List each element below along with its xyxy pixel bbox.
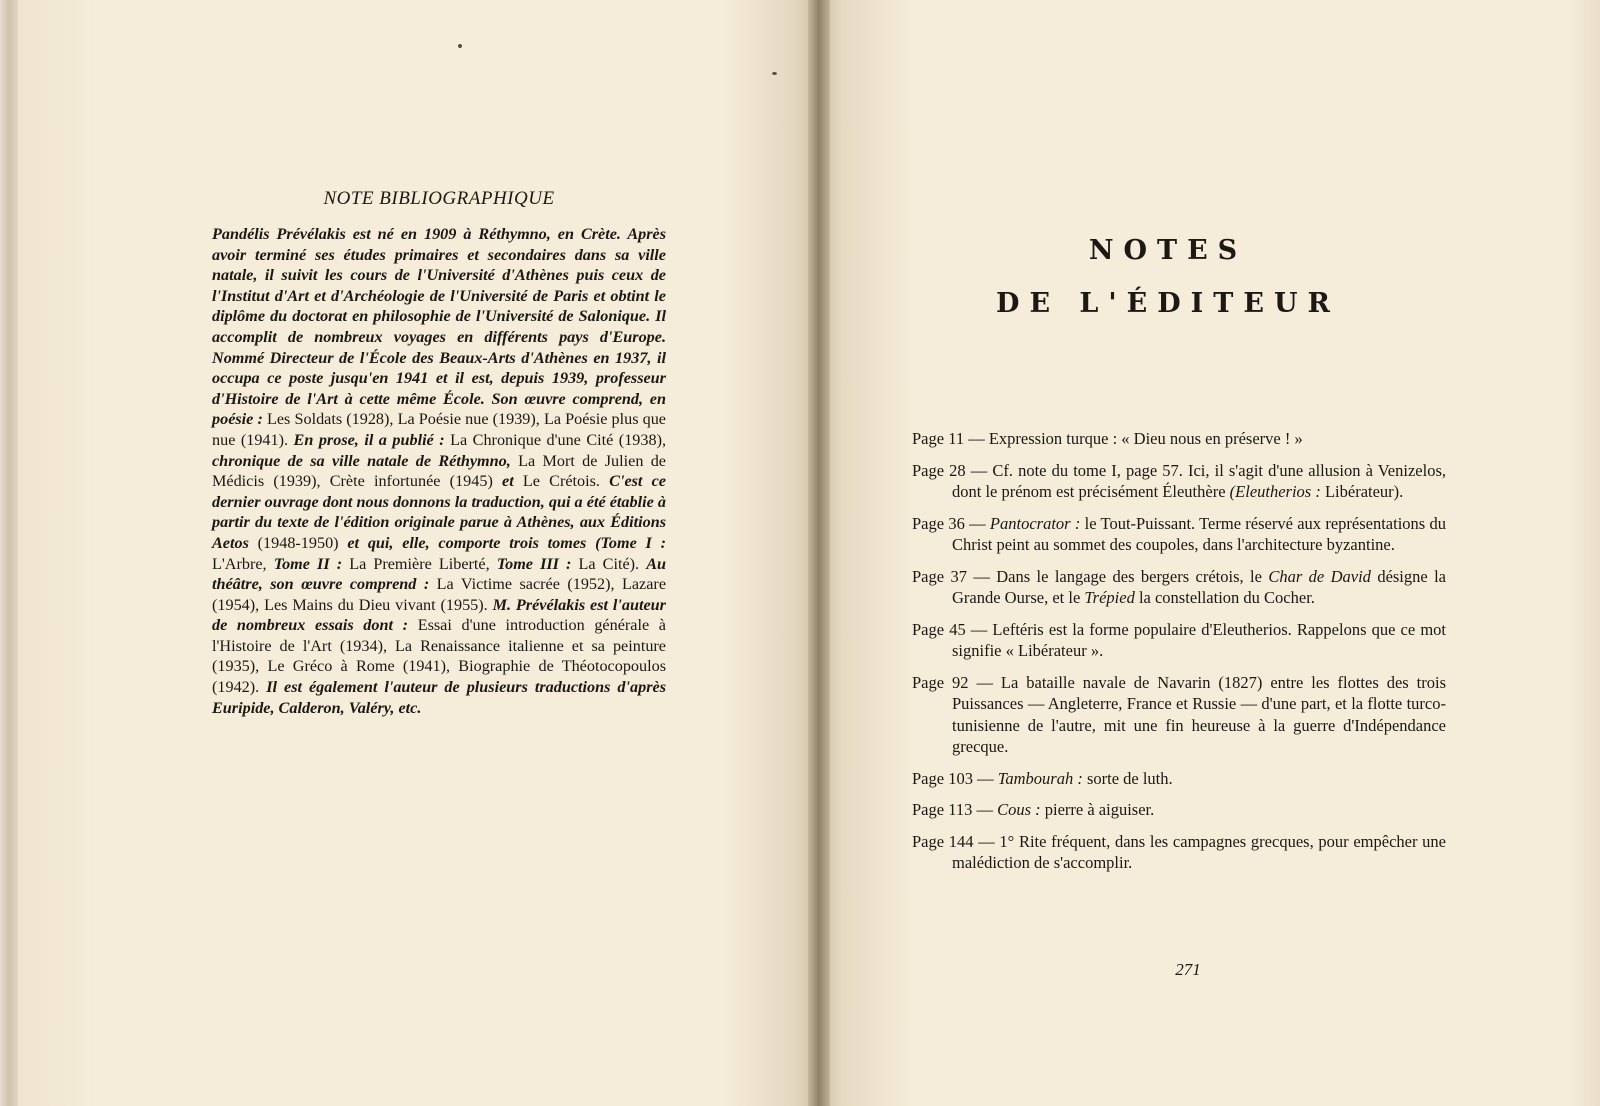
note-text-run: Tambourah : <box>997 768 1087 788</box>
note-page-reference: Page 45 — <box>912 619 993 639</box>
editor-note-item <box>912 831 1446 874</box>
bibliographic-text-run: La Chronique d'une Cité (1938), <box>450 430 667 449</box>
bibliographic-text-run: Tome II : <box>273 554 350 573</box>
note-page-reference: Page 92 — <box>912 672 1001 692</box>
note-text-run: désigne la Grande Ourse, et le <box>952 566 1447 607</box>
note-text-run: pierre à aiguiser. <box>1044 800 1155 819</box>
editor-note-item <box>912 768 1446 790</box>
bibliographic-text-run: La Victime sacrée (1952), Lazare (1954), Les Mains du Dieu vivant (1955). <box>212 575 667 614</box>
bibliographic-text-run: C'est ce dernier ouvrage dont nous donnons la traduction, qui a été établie à partir du texte de l'édition originale parue à Athènes, aux Éditions Aetos <box>212 472 666 552</box>
bibliographic-text-run: et <box>502 472 523 491</box>
note-text-run: Cf. note du tome I, page 57. Ici, il s'agit d'une allusion à Venizelos, dont le prénom est précisément Éleuthère <box>952 460 1446 501</box>
note-text-run: le Tout-Puissant. Terme réservé aux représentations du Christ peint au sommet des coupoles, dans l'architecture byzantine. <box>952 513 1446 554</box>
editor-note-item <box>912 428 1446 450</box>
note-text-run: Dans le langage des bergers crétois, le <box>996 566 1269 586</box>
bibliographic-note-title: NOTE BIBLIOGRAPHIQUE <box>323 188 555 209</box>
paper-speck <box>458 44 462 48</box>
note-text-run: Libérateur). <box>1324 482 1404 501</box>
bibliographic-text-run: Tome III : <box>496 554 579 573</box>
note-page-reference: Page 144 — <box>912 831 1000 851</box>
bibliographic-text-run: chronique de sa ville natale de Réthymno, <box>212 451 519 470</box>
book-gutter <box>808 0 830 1106</box>
note-page-reference: Page 28 — <box>912 460 993 480</box>
editor-note-item <box>912 619 1446 662</box>
bibliographic-text-run: Le Crétois. <box>522 472 610 491</box>
bibliographic-text-run: Les Soldats (1928), La Poésie nue (1939), La Poésie plus que nue (1941). <box>212 410 666 449</box>
bibliographic-note <box>212 188 666 718</box>
bibliographic-text-run: L'Arbre, <box>212 554 274 573</box>
editor-notes-heading-line1: NOTES <box>1088 235 1248 266</box>
editor-notes-heading-line2: DE L'ÉDITEUR <box>996 288 1340 319</box>
bibliographic-text-run: La Mort de Julien de Médicis (1939), Crète infortunée (1945) <box>212 451 666 491</box>
bibliographic-text-run: Il est également l'auteur de plusieurs traductions d'après Euripide, Calderon, Valéry, etc. <box>212 678 666 717</box>
editor-note-item <box>912 799 1446 821</box>
note-page-reference: Page 11 — <box>912 429 989 448</box>
bibliographic-text-run: Au théâtre, son œuvre comprend : <box>212 554 666 594</box>
note-page-reference: Page 37 — <box>912 566 997 586</box>
note-text-run: (Eleutherios : <box>1229 482 1325 501</box>
editor-note-item <box>912 513 1446 556</box>
note-page-reference: Page 103 — <box>912 768 998 788</box>
bibliographic-text-run: La Cité). <box>578 554 647 573</box>
bibliographic-text-run: et qui, elle, comporte trois tomes (Tome I : <box>347 533 667 552</box>
note-text-run: sorte de luth. <box>1086 768 1173 788</box>
note-text-run: Leftéris est la forme populaire d'Eleutherios. Rappelons que ce mot signifie « Libérateur ». <box>952 619 1446 660</box>
bibliographic-text-run: La Première Liberté, <box>349 554 497 573</box>
note-text-run: 1° Rite fréquent, dans les campagnes grecques, pour empêcher une malédiction de s'accomplir. <box>952 831 1446 872</box>
editor-notes-list <box>912 428 1446 884</box>
paper-speck <box>772 72 777 75</box>
bibliographic-text-run: M. Prévélakis est l'auteur de nombreux essais dont : <box>212 595 666 635</box>
bibliographic-text-run: En prose, il a publié : <box>293 430 451 449</box>
editor-note-item <box>912 672 1446 758</box>
note-text-run: La bataille navale de Navarin (1827) entre les flottes des trois Puissances — Angleterre, France et Russie — d'une part, et la flotte turco-tunisienne de l'autre, mit une fin heureuse à la guerre d'Indépendance grecque. <box>952 672 1446 756</box>
note-text-run: Char de David <box>1268 566 1378 586</box>
note-text-run: Cous : <box>997 800 1045 819</box>
page-number: 271 <box>1175 960 1201 979</box>
editor-note-item <box>912 460 1446 503</box>
editor-notes-heading <box>958 235 1378 319</box>
bibliographic-text-run: Pandélis Prévélakis est né en 1909 à Réthymno, en Crète. Après avoir terminé ses études primaires et secondaires dans sa ville natale, il suivit les cours de l'Université d'Athènes puis ceux de l'Institut d'Art et d'Archéologie de l'Université de Paris et obtint le diplôme du doctorat en philosophie de l'Université de Salonique. Il accomplit de nombreux voyages en différents pays d'Europe. Nommé Directeur de l'École des Beaux-Arts d'Athènes en 1937, il occupa ce poste jusqu'en 1941 et il est, depuis 1939, professeur d'Histoire de l'Art à cette même École. Son œuvre comprend, en poésie : <box>212 225 666 429</box>
note-page-reference: Page 113 — <box>912 800 998 819</box>
editor-note-item <box>912 566 1446 609</box>
note-text-run: la constellation du Cocher. <box>1138 588 1315 607</box>
note-text-run: Pantocrator : <box>989 513 1085 533</box>
note-text-run: Expression turque : « Dieu nous en préserve ! » <box>988 429 1303 448</box>
bibliographic-text-run: (1948-1950) <box>257 533 348 552</box>
note-page-reference: Page 36 — <box>912 513 990 533</box>
bibliographic-note-body <box>212 224 666 718</box>
note-text-run: Trépied <box>1084 588 1139 607</box>
bibliographic-text-run: Essai d'une introduction générale à l'Histoire de l'Art (1934), La Renaissance italienne et sa peinture (1935), Le Gréco à Rome (1941), Biographie de Théotocopoulos (1942). <box>212 616 666 697</box>
